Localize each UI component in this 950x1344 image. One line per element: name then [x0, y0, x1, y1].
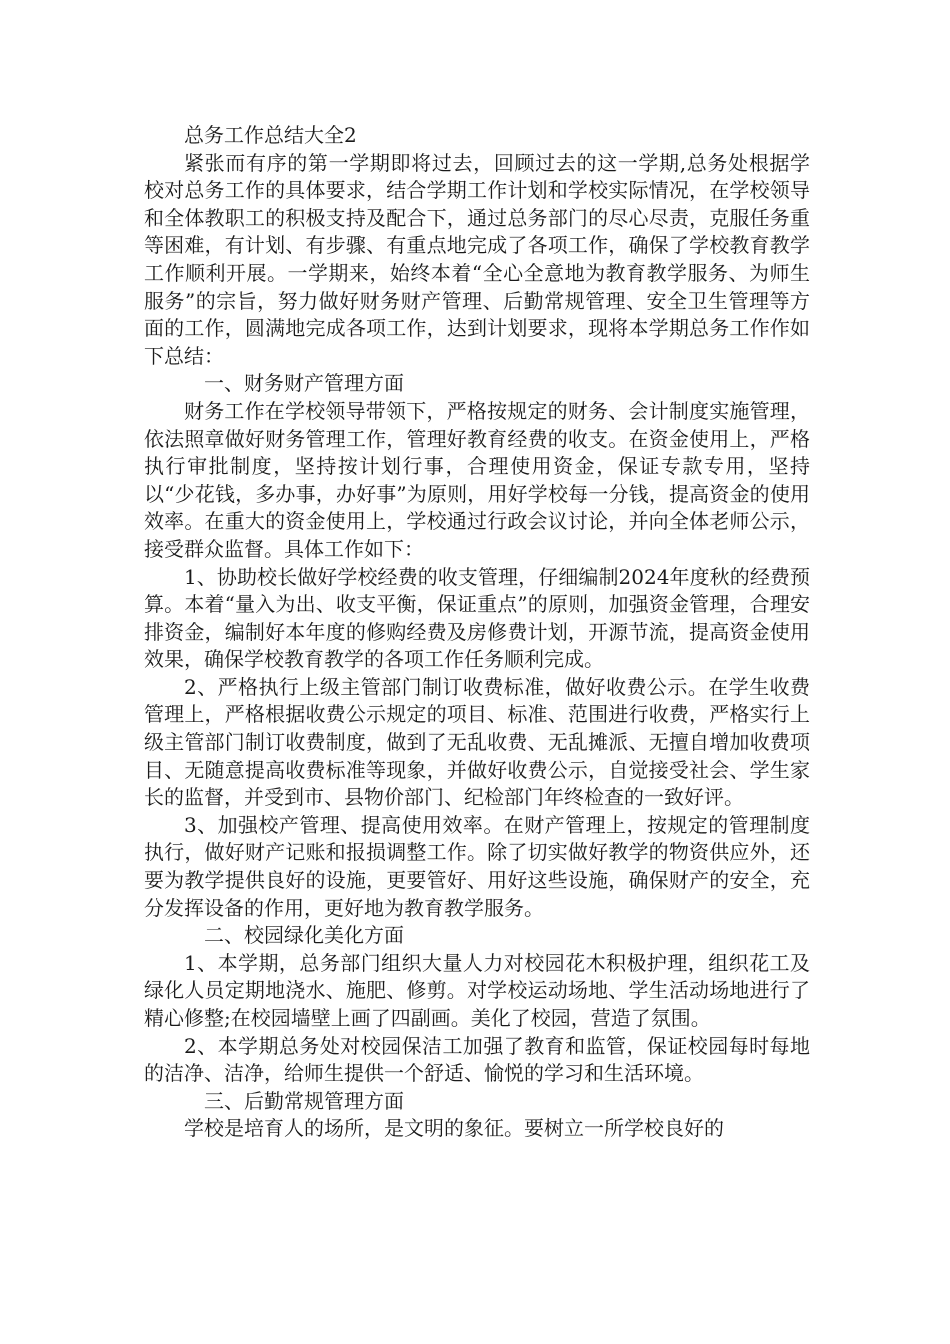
document-page — [144, 122, 810, 1143]
body-paragraph: 财务工作在学校领导带领下，严格按规定的财务、会计制度实施管理，依法照章做好财务管理工作，管理好教育经费的收支。在资金使用上，严格执行审批制度，坚持按计划行事，合理使用资金，保证专款专用，坚持以“少花钱，多办事，办好事”为原则，用好学校每一分钱，提高资金的使用效率。在重大的资金使用上，学校通过行政会议讨论，并向全体老师公示，接受群众监督。具体工作如下： — [144, 398, 810, 561]
body-paragraph: 3、加强校产管理、提高使用效率。在财产管理上，按规定的管理制度执行，做好财产记账和报损调整工作。除了切实做好教学的物资供应外，还要为教学提供良好的设施，更要管好、用好这些设施，确保财产的安全，充分发挥设备的作用，更好地为教育教学服务。 — [144, 812, 810, 920]
section-heading: 三、后勤常规管理方面 — [204, 1088, 404, 1113]
body-paragraph: 2、本学期总务处对校园保洁工加强了教育和监管，保证校园每时每地的洁净、洁净，给师生提供一个舒适、愉悦的学习和生活环境。 — [144, 1033, 810, 1086]
body-paragraph: 1、协助校长做好学校经费的收支管理，仔细编制2024年度秋的经费预算。本着“量入为出、收支平衡，保证重点”的原则，加强资金管理，合理安排资金，编制好本年度的修购经费及房修费计划，开源节流，提高资金使用效果，确保学校教育教学的各项工作任务顺利完成。 — [144, 564, 810, 672]
body-paragraph: 紧张而有序的第一学期即将过去，回顾过去的这一学期,总务处根据学校对总务工作的具体要求，结合学期工作计划和学校实际情况，在学校领导和全体教职工的积极支持及配合下，通过总务部门的尽心尽责，克服任务重等困难，有计划、有步骤、有重点地完成了各项工作，确保了学校教育教学工作顺利开展。一学期来，始终本着“全心全意地为教育教学服务、为师生服务”的宗旨，努力做好财务财产管理、后勤常规管理、安全卫生管理等方面的工作，圆满地完成各项工作，达到计划要求，现将本学期总务工作作如下总结： — [144, 150, 810, 368]
body-paragraph: 1、本学期，总务部门组织大量人力对校园花木积极护理，组织花工及绿化人员定期地浇水、施肥、修剪。对学校运动场地、学生活动场地进行了精心修整;在校园墙壁上画了四副画。美化了校园，营造了氛围。 — [144, 950, 810, 1030]
section-heading: 一、财务财产管理方面 — [204, 371, 404, 396]
section-heading: 二、校园绿化美化方面 — [204, 923, 404, 948]
body-paragraph: 2、严格执行上级主管部门制订收费标准，做好收费公示。在学生收费管理上，严格根据收费公示规定的项目、标准、范围进行收费，严格实行上级主管部门制订收费制度，做到了无乱收费、无乱摊派、无擅自增加收费项目、无随意提高收费标准等现象，并做好收费公示，自觉接受社会、学生家长的监督，并受到市、县物价部门、纪检部门年终检查的一致好评。 — [144, 674, 810, 810]
document-title: 总务工作总结大全2 — [184, 123, 357, 147]
body-paragraph: 学校是培育人的场所，是文明的象征。要树立一所学校良好的 — [184, 1116, 724, 1141]
